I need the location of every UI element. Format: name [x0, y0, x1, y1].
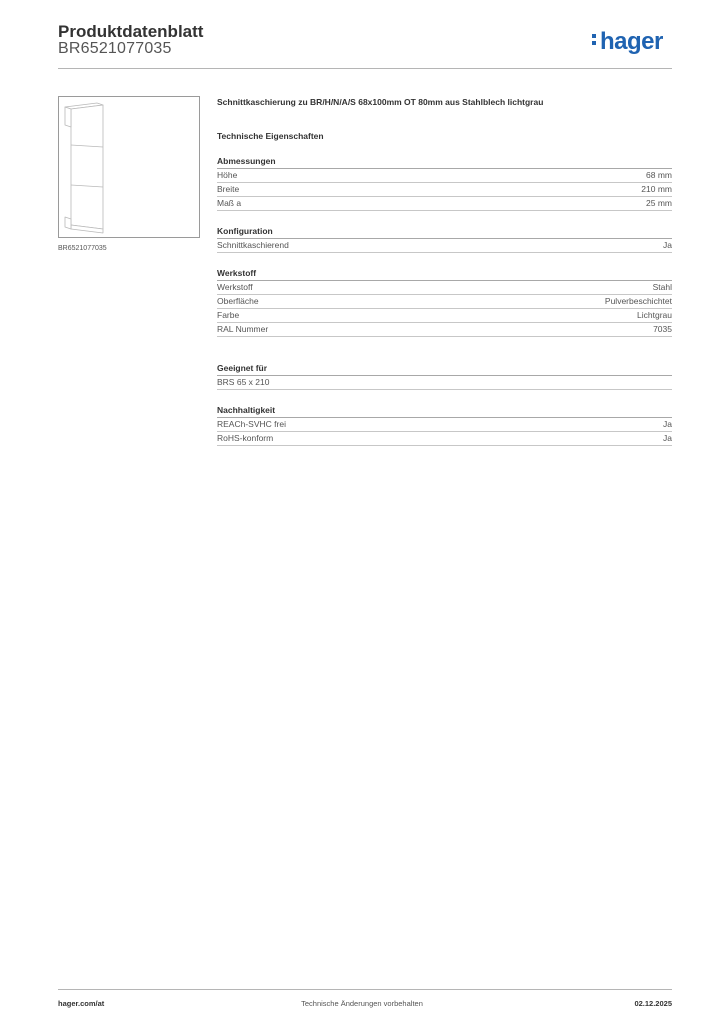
steel-cover-drawing-icon [59, 97, 199, 237]
table-row [217, 281, 672, 295]
section-nachhaltigkeit [217, 404, 672, 446]
table-row [217, 183, 672, 197]
header-divider [58, 68, 672, 69]
product-image [58, 96, 200, 238]
row-label: RoHS-konform [217, 433, 274, 443]
row-value: 210 mm [641, 184, 672, 194]
row-label: Maß a [217, 198, 242, 208]
section-abmessungen [217, 155, 672, 211]
table-row [217, 323, 672, 337]
row-value: Ja [663, 419, 672, 429]
row-label: Oberfläche [217, 296, 259, 306]
section-title: Konfiguration [217, 225, 672, 239]
technical-properties-heading: Technische Eigenschaften [217, 131, 324, 141]
row-value: 7035 [653, 324, 672, 334]
footer-note: Technische Änderungen vorbehalten [301, 999, 423, 1008]
section-title: Werkstoff [217, 267, 672, 281]
section-title: Abmessungen [217, 155, 672, 169]
table-row [217, 309, 672, 323]
table-row [217, 295, 672, 309]
footer-website-link[interactable]: hager.com/at [58, 999, 105, 1008]
row-label: BRS 65 x 210 [217, 377, 270, 387]
logo-text: hager [600, 28, 663, 55]
footer-date: 02.12.2025 [634, 999, 672, 1008]
row-value: Ja [663, 240, 672, 250]
table-row [217, 197, 672, 211]
main-content [217, 96, 672, 446]
row-label: REACh-SVHC frei [217, 419, 286, 429]
row-label: RAL Nummer [217, 324, 269, 334]
row-label: Farbe [217, 310, 240, 320]
section-werkstoff [217, 267, 672, 337]
row-value: Stahl [652, 282, 672, 292]
footer-divider [58, 989, 672, 990]
row-value: Pulverbeschichtet [604, 296, 672, 306]
section-geeignet-fuer [217, 362, 672, 390]
row-value: 25 mm [646, 198, 672, 208]
section-title: Nachhaltigkeit [217, 404, 672, 418]
image-caption: BR6521077035 [58, 245, 107, 252]
row-value: 68 mm [646, 170, 672, 180]
hager-logo[interactable] [592, 28, 663, 56]
row-value: Lichtgrau [637, 310, 672, 320]
section-title: Geeignet für [217, 362, 672, 376]
table-row [217, 432, 672, 446]
row-value: Ja [663, 433, 672, 443]
section-konfiguration [217, 225, 672, 253]
row-label: Breite [217, 184, 240, 194]
product-number: BR6521077035 [58, 40, 172, 57]
product-description: Schnittkaschierung zu BR/H/N/A/S 68x100mm OT 80mm aus Stahlblech lichtgrau [217, 97, 544, 107]
row-label: Höhe [217, 170, 238, 180]
logo-colon-icon [592, 31, 597, 48]
table-row [217, 418, 672, 432]
table-row [217, 239, 672, 253]
row-label: Schnittkaschierend [217, 240, 289, 250]
table-row [217, 376, 672, 390]
page-title: Produktdatenblatt [58, 22, 204, 41]
row-label: Werkstoff [217, 282, 253, 292]
table-row [217, 169, 672, 183]
